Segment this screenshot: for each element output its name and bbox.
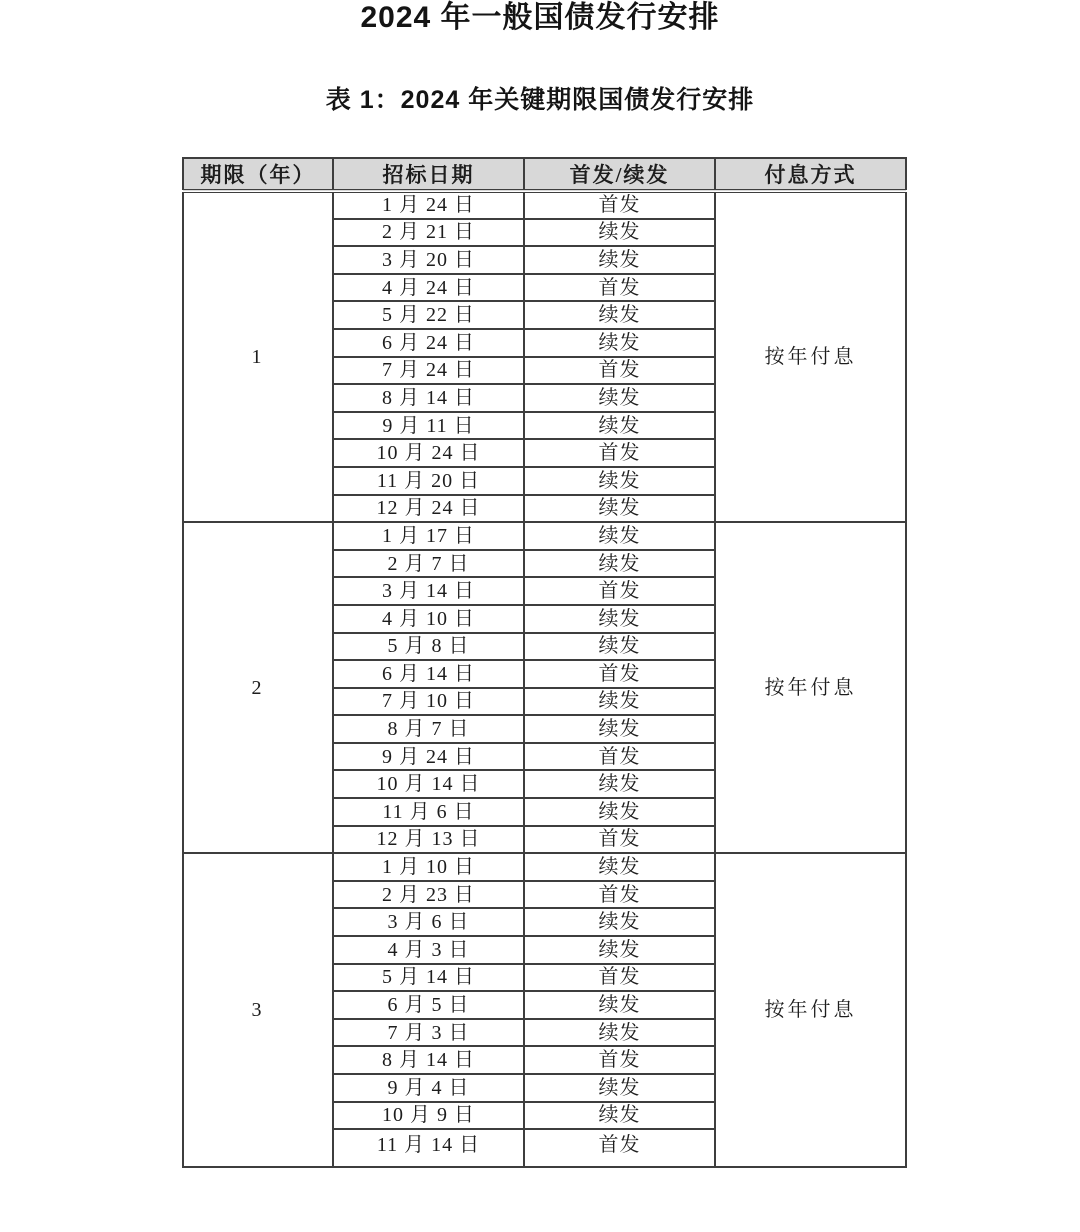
issue-type-cell: 首发 xyxy=(524,743,715,771)
issue-type-cell: 续发 xyxy=(524,853,715,881)
table-row xyxy=(183,853,906,881)
tender-date-cell: 1 月 24 日 xyxy=(333,191,524,219)
tender-date-cell: 3 月 14 日 xyxy=(333,577,524,605)
tender-date-cell: 8 月 14 日 xyxy=(333,1046,524,1074)
issue-type-cell: 续发 xyxy=(524,1019,715,1047)
table-row xyxy=(183,191,906,219)
column-header-payment-method: 付息方式 xyxy=(715,158,906,191)
tender-date-cell: 3 月 20 日 xyxy=(333,246,524,274)
tender-date-cell: 5 月 8 日 xyxy=(333,633,524,661)
tender-date-cell: 1 月 10 日 xyxy=(333,853,524,881)
tender-date-cell: 7 月 10 日 xyxy=(333,688,524,716)
issue-type-cell: 续发 xyxy=(524,522,715,550)
tender-date-cell: 8 月 14 日 xyxy=(333,384,524,412)
term-cell: 1 xyxy=(183,191,333,522)
issue-type-cell: 续发 xyxy=(524,633,715,661)
tender-date-cell: 2 月 7 日 xyxy=(333,550,524,578)
tender-date-cell: 6 月 5 日 xyxy=(333,991,524,1019)
tender-date-cell: 5 月 14 日 xyxy=(333,964,524,992)
term-cell: 3 xyxy=(183,853,333,1167)
issue-type-cell: 首发 xyxy=(524,1129,715,1167)
column-header-issue-type: 首发/续发 xyxy=(524,158,715,191)
payment-method-cell: 按年付息 xyxy=(715,191,906,522)
issue-type-cell: 首发 xyxy=(524,191,715,219)
issue-type-cell: 续发 xyxy=(524,688,715,716)
payment-method-cell: 按年付息 xyxy=(715,522,906,853)
tender-date-cell: 11 月 20 日 xyxy=(333,467,524,495)
tender-date-cell: 6 月 14 日 xyxy=(333,660,524,688)
issue-type-cell: 续发 xyxy=(524,991,715,1019)
issue-type-cell: 首发 xyxy=(524,660,715,688)
table-header xyxy=(183,158,906,191)
issue-type-cell: 续发 xyxy=(524,467,715,495)
payment-method-cell: 按年付息 xyxy=(715,853,906,1167)
term-cell: 2 xyxy=(183,522,333,853)
issue-type-cell: 首发 xyxy=(524,826,715,854)
tender-date-cell: 5 月 22 日 xyxy=(333,301,524,329)
tender-date-cell: 9 月 11 日 xyxy=(333,412,524,440)
issue-type-cell: 首发 xyxy=(524,274,715,302)
issue-type-cell: 首发 xyxy=(524,357,715,385)
issue-type-cell: 续发 xyxy=(524,605,715,633)
column-header-term: 期限（年） xyxy=(183,158,333,191)
tender-date-cell: 2 月 23 日 xyxy=(333,881,524,909)
issue-type-cell: 续发 xyxy=(524,1102,715,1130)
issue-type-cell: 续发 xyxy=(524,798,715,826)
tender-date-cell: 9 月 24 日 xyxy=(333,743,524,771)
tender-date-cell: 4 月 10 日 xyxy=(333,605,524,633)
issue-type-cell: 续发 xyxy=(524,384,715,412)
tender-date-cell: 7 月 3 日 xyxy=(333,1019,524,1047)
tender-date-cell: 1 月 17 日 xyxy=(333,522,524,550)
issue-type-cell: 续发 xyxy=(524,412,715,440)
tender-date-cell: 10 月 14 日 xyxy=(333,770,524,798)
tender-date-cell: 11 月 6 日 xyxy=(333,798,524,826)
tender-date-cell: 3 月 6 日 xyxy=(333,908,524,936)
issue-type-cell: 首发 xyxy=(524,439,715,467)
issue-type-cell: 续发 xyxy=(524,329,715,357)
issue-type-cell: 续发 xyxy=(524,908,715,936)
issue-type-cell: 续发 xyxy=(524,1074,715,1102)
tender-date-cell: 12 月 24 日 xyxy=(333,495,524,523)
tender-date-cell: 4 月 24 日 xyxy=(333,274,524,302)
header-row xyxy=(183,158,906,191)
table-caption: 表 1：2024 年关键期限国债发行安排 xyxy=(325,86,755,114)
table-body xyxy=(183,191,906,1167)
tender-date-cell: 11 月 14 日 xyxy=(333,1129,524,1167)
issue-type-cell: 续发 xyxy=(524,770,715,798)
column-header-tender-date: 招标日期 xyxy=(333,158,524,191)
tender-date-cell: 7 月 24 日 xyxy=(333,357,524,385)
issue-type-cell: 续发 xyxy=(524,936,715,964)
tender-date-cell: 2 月 21 日 xyxy=(333,219,524,247)
tender-date-cell: 9 月 4 日 xyxy=(333,1074,524,1102)
bond-issuance-table xyxy=(182,157,907,1168)
issue-type-cell: 首发 xyxy=(524,577,715,605)
issue-type-cell: 首发 xyxy=(524,881,715,909)
issue-type-cell: 续发 xyxy=(524,219,715,247)
tender-date-cell: 10 月 9 日 xyxy=(333,1102,524,1130)
issue-type-cell: 续发 xyxy=(524,715,715,743)
tender-date-cell: 12 月 13 日 xyxy=(333,826,524,854)
tender-date-cell: 10 月 24 日 xyxy=(333,439,524,467)
issue-type-cell: 续发 xyxy=(524,495,715,523)
issue-type-cell: 续发 xyxy=(524,246,715,274)
issue-type-cell: 续发 xyxy=(524,301,715,329)
tender-date-cell: 4 月 3 日 xyxy=(333,936,524,964)
issue-type-cell: 首发 xyxy=(524,964,715,992)
tender-date-cell: 8 月 7 日 xyxy=(333,715,524,743)
tender-date-cell: 6 月 24 日 xyxy=(333,329,524,357)
issue-type-cell: 续发 xyxy=(524,550,715,578)
table-row xyxy=(183,522,906,550)
document-title: 2024 年一般国债发行安排 xyxy=(360,1,720,34)
issue-type-cell: 首发 xyxy=(524,1046,715,1074)
